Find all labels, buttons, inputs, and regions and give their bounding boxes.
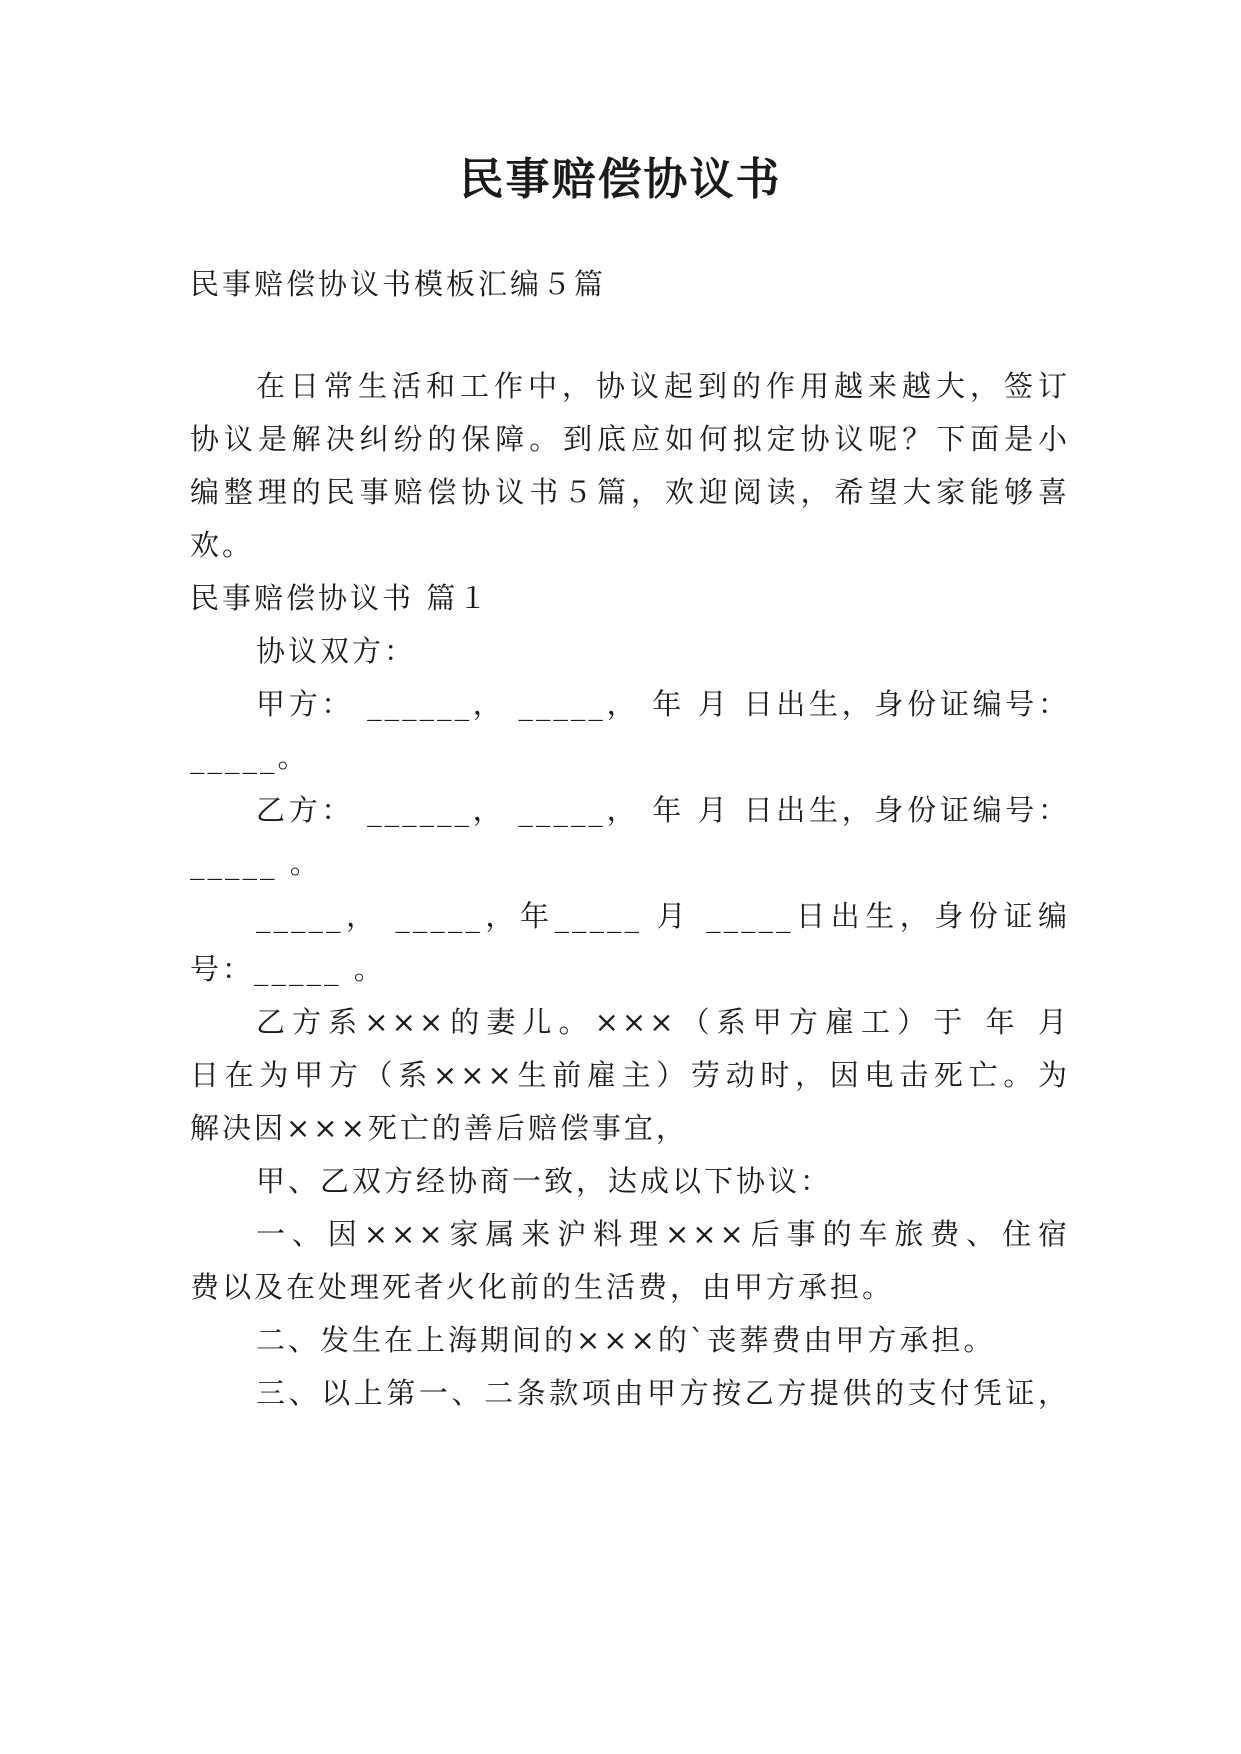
section-heading: 民事赔偿协议书 篇１ — [190, 581, 491, 615]
party-b-line-2: _____ 。 — [190, 846, 322, 880]
party-b-line-1: 乙方： ______， _____， 年 月 日出生，身份证编号： — [256, 793, 1070, 827]
party-a-line-1: 甲方： ______， _____， 年 月 日出生，身份证编号： — [256, 687, 1070, 721]
document-subtitle: 民事赔偿协议书模板汇编５篇 — [190, 267, 607, 301]
background-line-1: 乙方系×××的妻儿。×××（系甲方雇工）于 年 月 — [256, 1005, 1070, 1039]
agreement-intro: 甲、乙双方经协商一致，达成以下协议： — [256, 1164, 833, 1198]
intro-line-2: 协议是解决纠纷的保障。到底应如何拟定协议呢？下面是小 — [190, 422, 1070, 456]
background-line-2: 日在为甲方（系×××生前雇主）劳动时，因电击死亡。为 — [190, 1058, 1070, 1092]
background-line-3: 解决因×××死亡的善后赔偿事宜， — [190, 1111, 688, 1145]
clause-2: 二、发生在上海期间的×××的`丧葬费由甲方承担。 — [256, 1323, 996, 1357]
intro-line-4: 欢。 — [190, 528, 255, 562]
party-c-line-1: _____， _____，年_____ 月 _____日出生，身份证编 — [256, 899, 1070, 933]
clause-3-line-1: 三、以上第一、二条款项由甲方按乙方提供的支付凭证， — [256, 1376, 1070, 1410]
party-c-line-2: 号：_____ 。 — [190, 952, 386, 986]
clause-1-line-2: 费以及在处理死者火化前的生活费，由甲方承担。 — [190, 1270, 895, 1304]
document-title: 民事赔偿协议书 — [459, 154, 782, 205]
clause-1-line-1: 一、因×××家属来沪料理×××后事的车旅费、住宿 — [256, 1217, 1070, 1251]
intro-line-1: 在日常生活和工作中，协议起到的作用越来越大，签订 — [256, 369, 1070, 403]
parties-label: 协议双方： — [256, 634, 417, 668]
intro-line-3: 编整理的民事赔偿协议书５篇，欢迎阅读，希望大家能够喜 — [190, 475, 1070, 509]
party-a-line-2: _____。 — [190, 740, 310, 774]
